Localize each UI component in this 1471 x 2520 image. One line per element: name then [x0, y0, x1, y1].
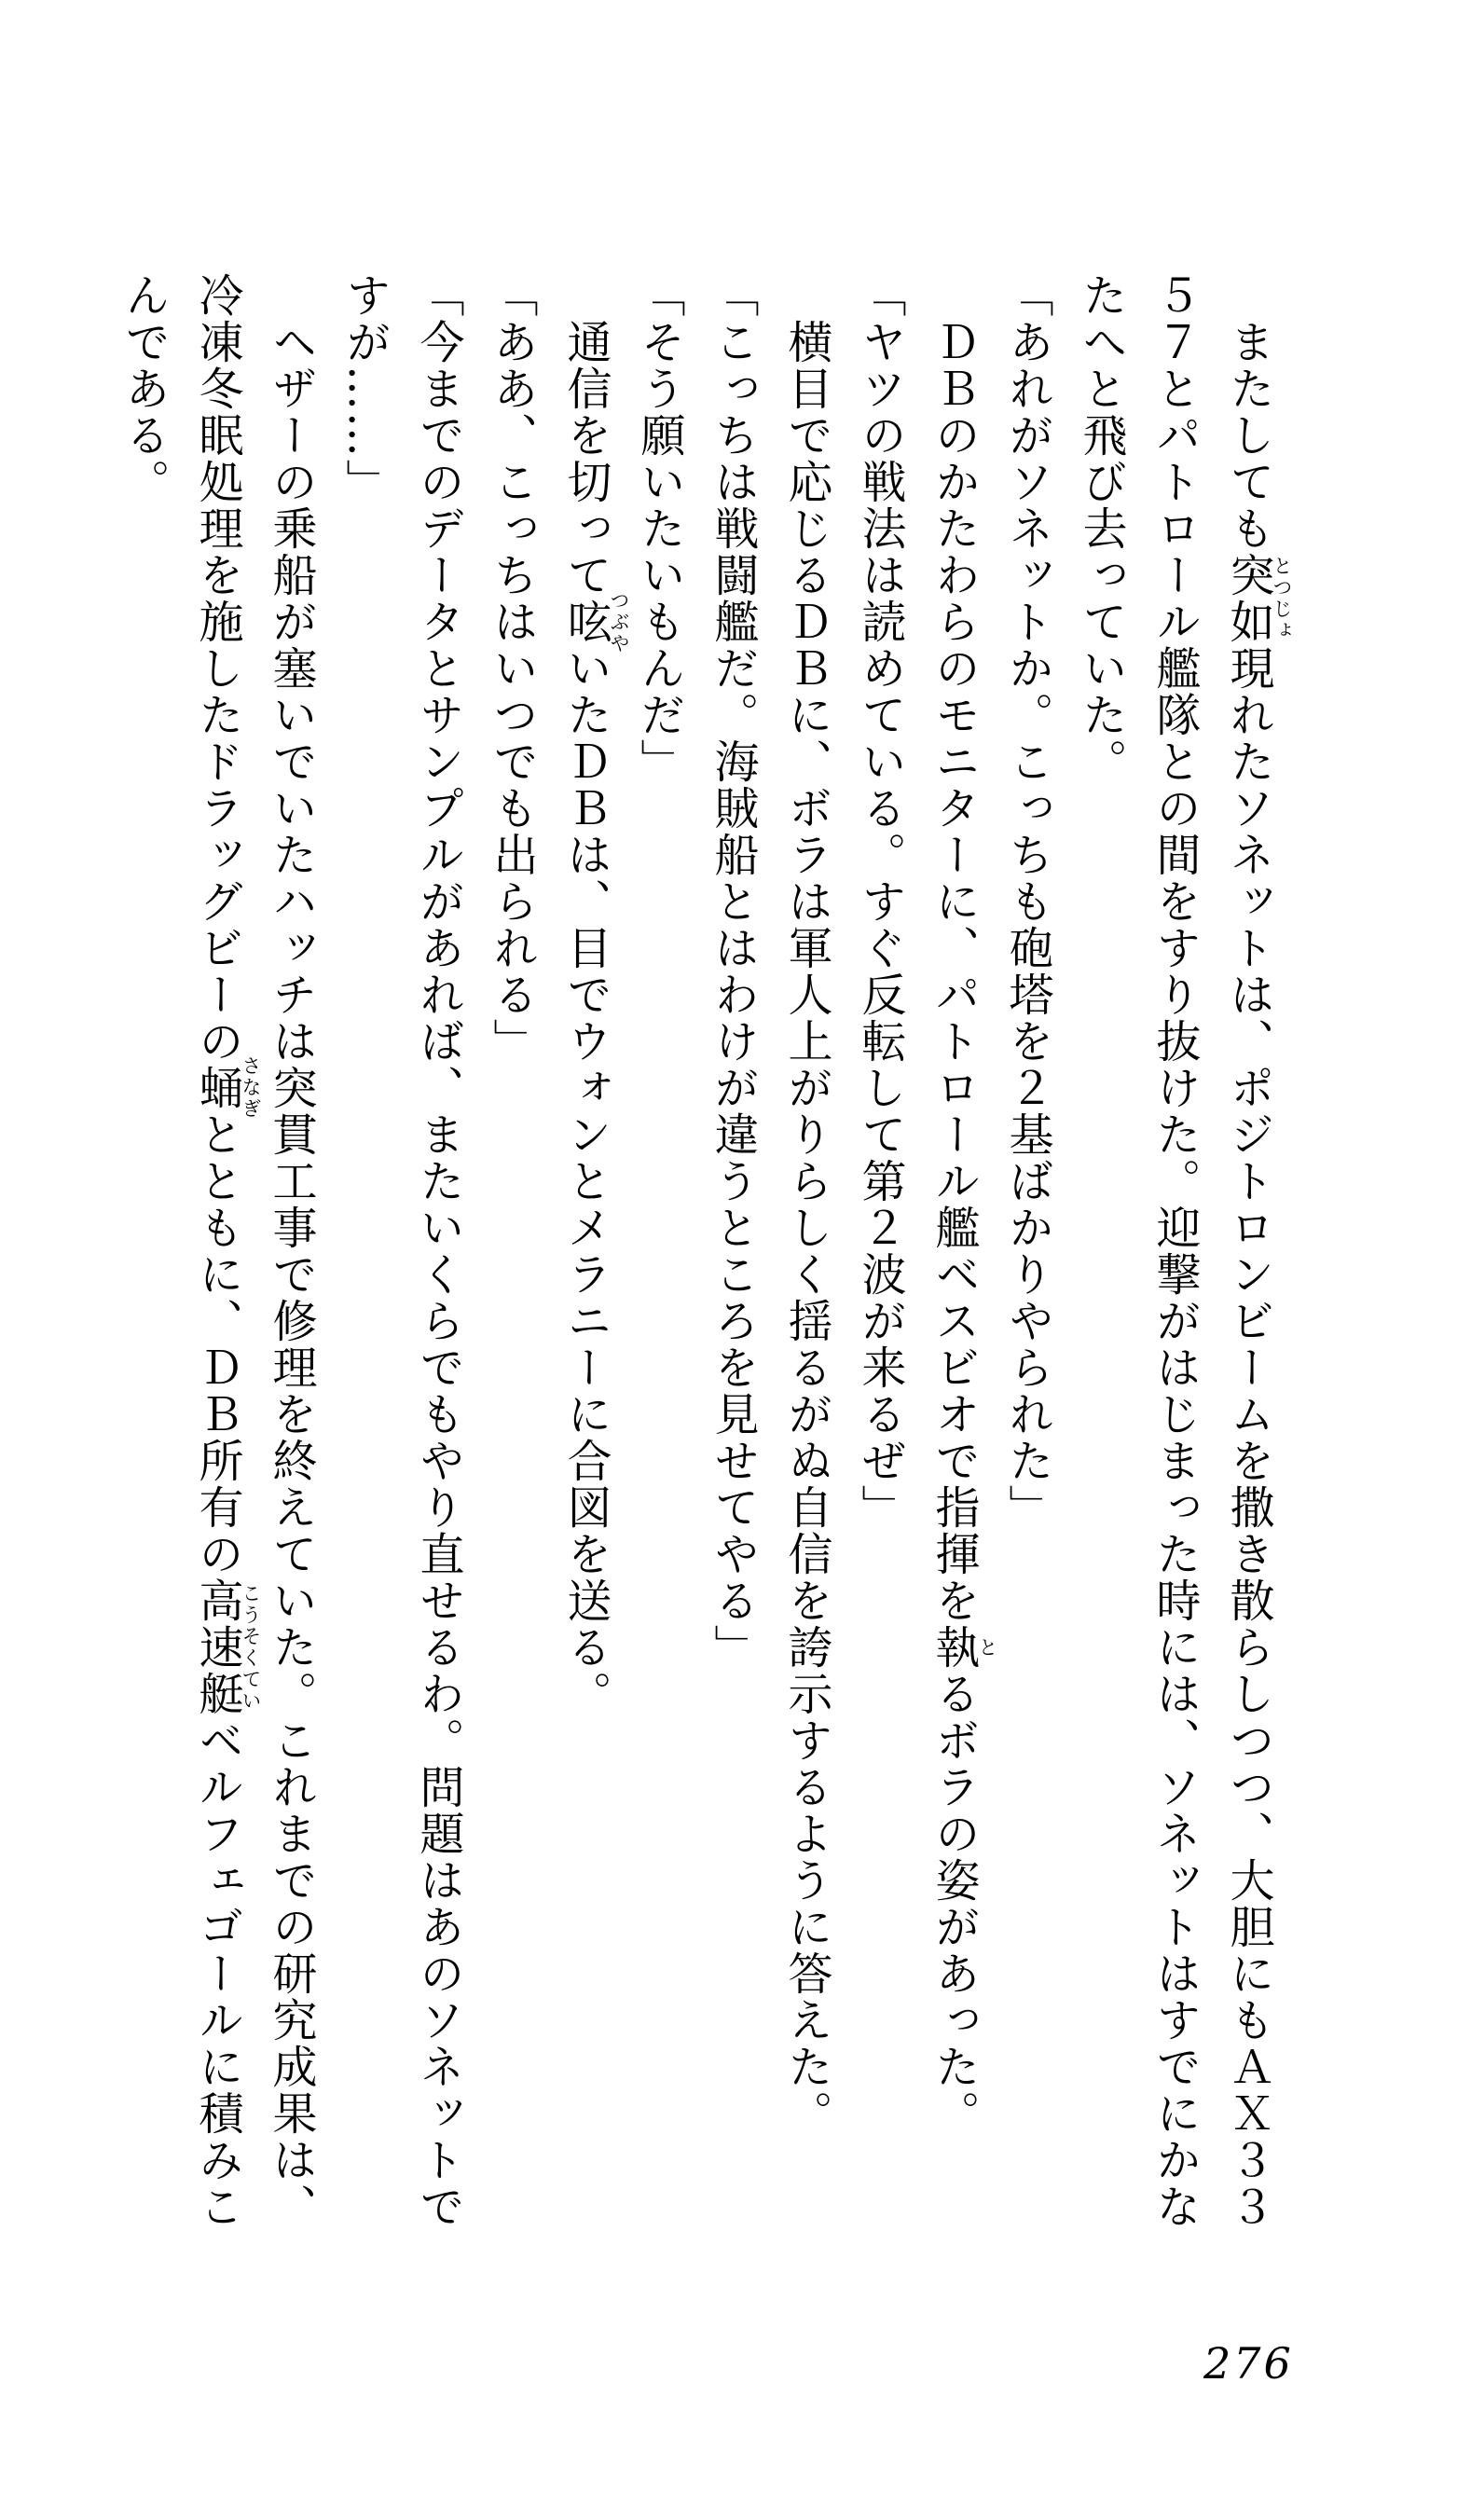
furigana-sanagi: さなぎ [240, 1055, 262, 1120]
text-column-3: たへと飛び去っていた。 [1075, 272, 1127, 785]
text-block [106, 272, 1285, 2295]
text-column-7: 横目で応じるＤＢに、ボラは軍人上がりらしく揺るがぬ自信を誇示するように答えた。 [780, 272, 832, 2137]
text-column-12: 「今までのデータとサンプルがあれば、またいくらでもやり直せるわ。問題はあのソネットで [412, 272, 464, 2230]
text-column-5: ＤＢのかたわらのモニターに、パトロール艦ベスビオで指揮を執るボラの姿があった。 [928, 272, 980, 2137]
text-column-13: すが……」 [338, 272, 391, 505]
text-column-6: 「ヤツの戦法は読めている。すぐ反転して第２波が来るぜ」 [854, 272, 906, 1531]
furigana-tsubuya: つぶや [608, 590, 630, 654]
text-column-1: またしても突如現れたソネットは、ポジトロンビームを撒き散らしつつ、大胆にもＡＸ３３ [1222, 272, 1274, 2230]
page-number: 276 [1203, 2338, 1294, 2389]
text-column-4: 「あれがソネットか。こっちも砲塔を２基ばかりやられた」 [1001, 272, 1053, 1531]
text-column-2: ５７とパトロール艦隊との間をすり抜けた。迎撃がはじまった時には、ソネットはすでにかな [1148, 272, 1201, 2230]
text-column-8: 「こっちは戦闘艦だ。海賊船とはわけが違うところを見せてやる」 [707, 272, 759, 1671]
text-column-16: んである。 [117, 272, 170, 505]
text-column-15: 冷凍冬眠処理を施したドラッグビーの蛹とともに、ＤＢ所有の高速艇ベルフェゴールに積みこ [191, 272, 243, 2230]
furigana-to: と [976, 1637, 998, 1659]
text-column-10: 通信を切って呟いたＤＢは、目でウォンとメラニーに合図を送る。 [559, 272, 612, 1717]
text-column-9: 「そう願いたいもんだ」 [633, 272, 685, 785]
text-column-14: ヘザーの乗船が塞いでいたハッチは突貫工事で修理を終えていた。これまでの研究成果は、 [265, 272, 317, 2230]
furigana-totsujo: とつじょ [1271, 556, 1293, 641]
text-column-11: 「ああ、こっちはいつでも出られる」 [486, 272, 538, 1065]
furigana-kosokutei: こうそくてい [240, 1583, 262, 1712]
